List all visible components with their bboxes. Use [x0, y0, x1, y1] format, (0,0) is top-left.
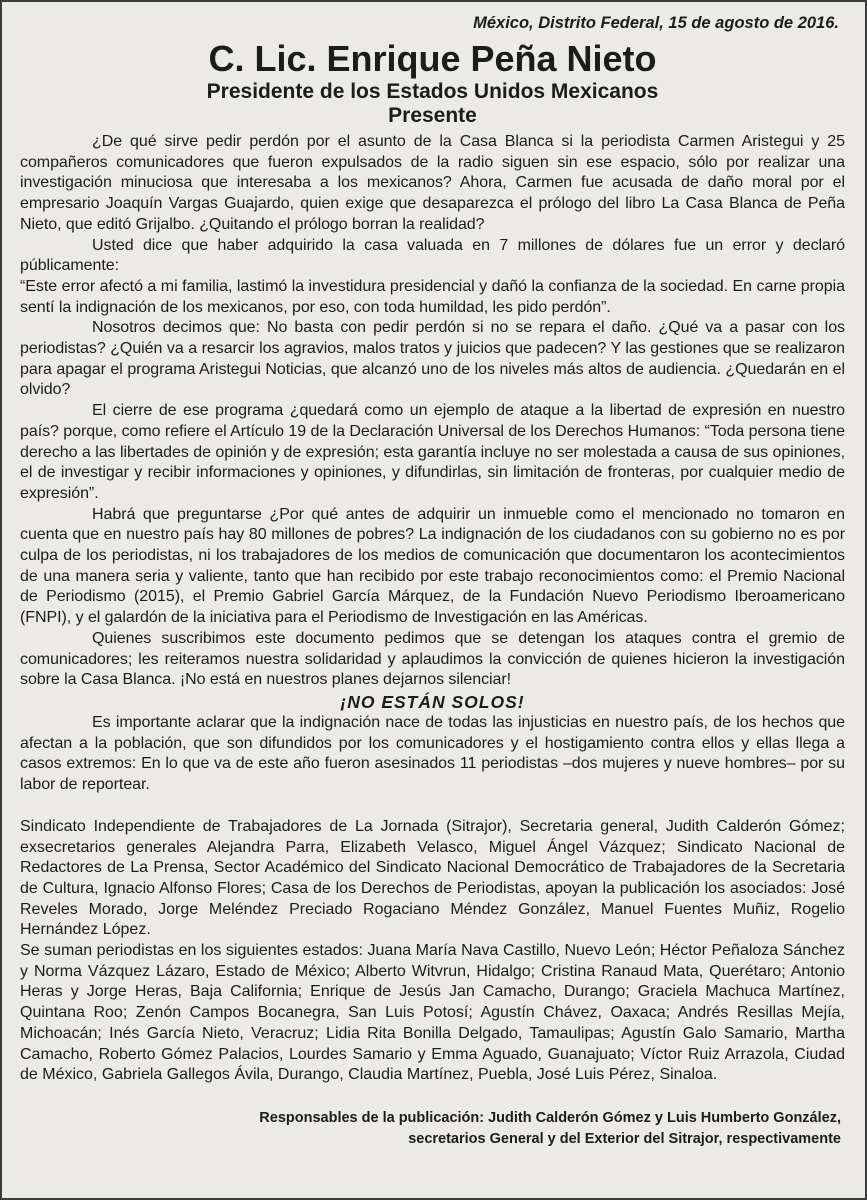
signers-organizations: Sindicato Independiente de Trabajadores de La Jornada (Sitrajor), Secretaria general, Judith Calderón Gómez; exsecretarios generales Alejandra Parra, Elizabeth Velasco, Miguel Ángel Vázquez; Sindicato Nacional de Redactores de La Prensa, Sector Académico del Sindicato Nacional Democrático de Trabajadores de la Secretaria de Cultura, Ignacio Alfonso Flores; Casa de los Derechos de Periodistas, apoyan la publicación los asociados: José Reveles Morado, Jorge Meléndez Preciado Rogaciano Méndez González, Manuel Fuentes Muñiz, Rogelio Hernández López.: [20, 817, 845, 939]
signers-block: [20, 817, 845, 1086]
addressee-title: Presidente de los Estados Unidos Mexicanos: [206, 80, 659, 103]
responsables-line-1: Responsables de la publicación: Judith Calderón Gómez y Luis Humberto González,: [259, 1109, 841, 1126]
paragraph-casa-blanca: ¿De qué sirve pedir perdón por el asunto de la Casa Blanca si la periodista Carmen Aristegui y 25 compañeros comunicadores que fueron expulsados de la radio siguen sin ese espacio, sólo por realizar una investigación minuciosa que interesaba a los mexicanos? Ahora, Carmen fue acusada de daño moral por el empresario Joaquín Vargas Guajardo, quien exige que desaparezca el prólogo del libro La Casa Blanca de Peña Nieto, que editó Grijalbo. ¿Quitando el prólogo borran la realidad?: [20, 133, 845, 233]
no-estan-solos-heading: ¡NO ESTÁN SOLOS!: [340, 691, 525, 712]
paragraph-declaracion: Usted dice que haber adquirido la casa valuada en 7 millones de dólares fue un error y declaró públicamente:: [20, 236, 845, 275]
letter-body: [20, 132, 845, 796]
responsables-line-2: secretarios General y del Exterior del Sitrajor, respectivamente: [408, 1130, 841, 1147]
paragraph-preguntarse: Habrá que preguntarse ¿Por qué antes de adquirir un inmueble como el mencionado no tomaron en cuenta que en nuestro país hay 80 millones de pobres? La indignación de los ciudadanos con su gobierno no es por culpa de los periodistas, ni los trabajadores de los medios de comunicación que documentaron los acontecimientos de una manera seria y valiente, tanto que han recibido por este trabajo reconocimientos como: el Premio Nacional de Periodismo (2015), el Premio Gabriel García Márquez, de la Fundación Nuevo Periodismo Iberoamericano (FNPI), y el galardón de la iniciativa para el Periodismo de Investigación en las Américas.: [20, 505, 845, 627]
open-letter: [20, 12, 845, 1150]
paragraph-articulo-19: El cierre de ese programa ¿quedará como un ejemplo de ataque a la libertad de expresión en nuestro país? porque, como refiere el Artículo 19 de la Declaración Universal de los Derechos Humanos: “Toda persona tiene derecho a las libertades de opinión y de expresión; esta garantía incluye no ser molestada a causa de sus opiniones, el de investigar y recibir informaciones y opiniones, y difundirlas, sin limitación de fronteras, por cualquier medio de expresión”.: [20, 402, 845, 502]
responsables-block: [20, 1108, 845, 1150]
paragraph-suscribimos: Quienes suscribimos este documento pedimos que se detengan los ataques contra el gremio de comunicadores; les reiteramos nuestra solidaridad y aplaudimos la convicción de quienes hicieron la investigación sobre la Casa Blanca. ¡No está en nuestros planes dejarnos silenciar!: [20, 629, 845, 689]
presente-heading: Presente: [388, 104, 477, 127]
addressee-name: C. Lic. Enrique Peña Nieto: [208, 38, 657, 79]
paragraph-nosotros: Nosotros decimos que: No basta con pedir perdón si no se repara el daño. ¿Qué va a pasar con los periodistas? ¿Quién va a resarcir los agravios, malos tratos y juicios que padecen? Y las gestiones que se realizaron para apagar el programa Aristegui Noticias, que alcanzó uno de los niveles más altos de audiencia. ¿Quedarán en el olvido?: [20, 319, 845, 399]
signers-journalists: Se suman periodistas en los siguientes estados: Juana María Nava Castillo, Nuevo León; Héctor Peñaloza Sánchez y Norma Vázquez Lázaro, Estado de México; Alberto Witvrun, Hidalgo; Cristina Ranaud Mata, Querétaro; Antonio Heras y Jorge Heras, Baja California; Enrique de Jesús Jan Camacho, Durango; Graciela Machuca Martínez, Quintana Roo; Zenón Campos Bocanegra, San Luis Potosí; Agustín Chávez, Oaxaca; Andrés Resillas Mejía, Michoacán; Inés García Nieto, Veracruz; Lidia Rita Bonilla Delgado, Tamaulipas; Agustín Galo Samario, Martha Camacho, Roberto Gómez Palacios, Lourdes Samario y Emma Aguado, Guanajuato; Víctor Ruiz Arrazola, Ciudad de México, Gabriela Gallegos Ávila, Durango, Claudia Martínez, Puebla, José Luis Pérez, Sinaloa.: [20, 942, 845, 1084]
paragraph-aclarar: Es importante aclarar que la indignación nace de todas las injusticias en nuestro país, de los hechos que afectan a la población, que son difundidos por los comunicadores y el hostigamiento contra ellos y ellas llega a casos extremos: En lo que va de este año fueron asesinados 11 periodistas –dos mujeres y nueve hombres– por su labor de reportear.: [20, 713, 845, 794]
paragraph-quote: “Este error afectó a mi familia, lastimó la investidura presidencial y dañó la confianza de la sociedad. En carne propia sentí la indignación de los mexicanos, por eso, con toda humildad, les pido perdón”.: [20, 277, 845, 316]
dateline: México, Distrito Federal, 15 de agosto de 2016.: [473, 14, 839, 32]
